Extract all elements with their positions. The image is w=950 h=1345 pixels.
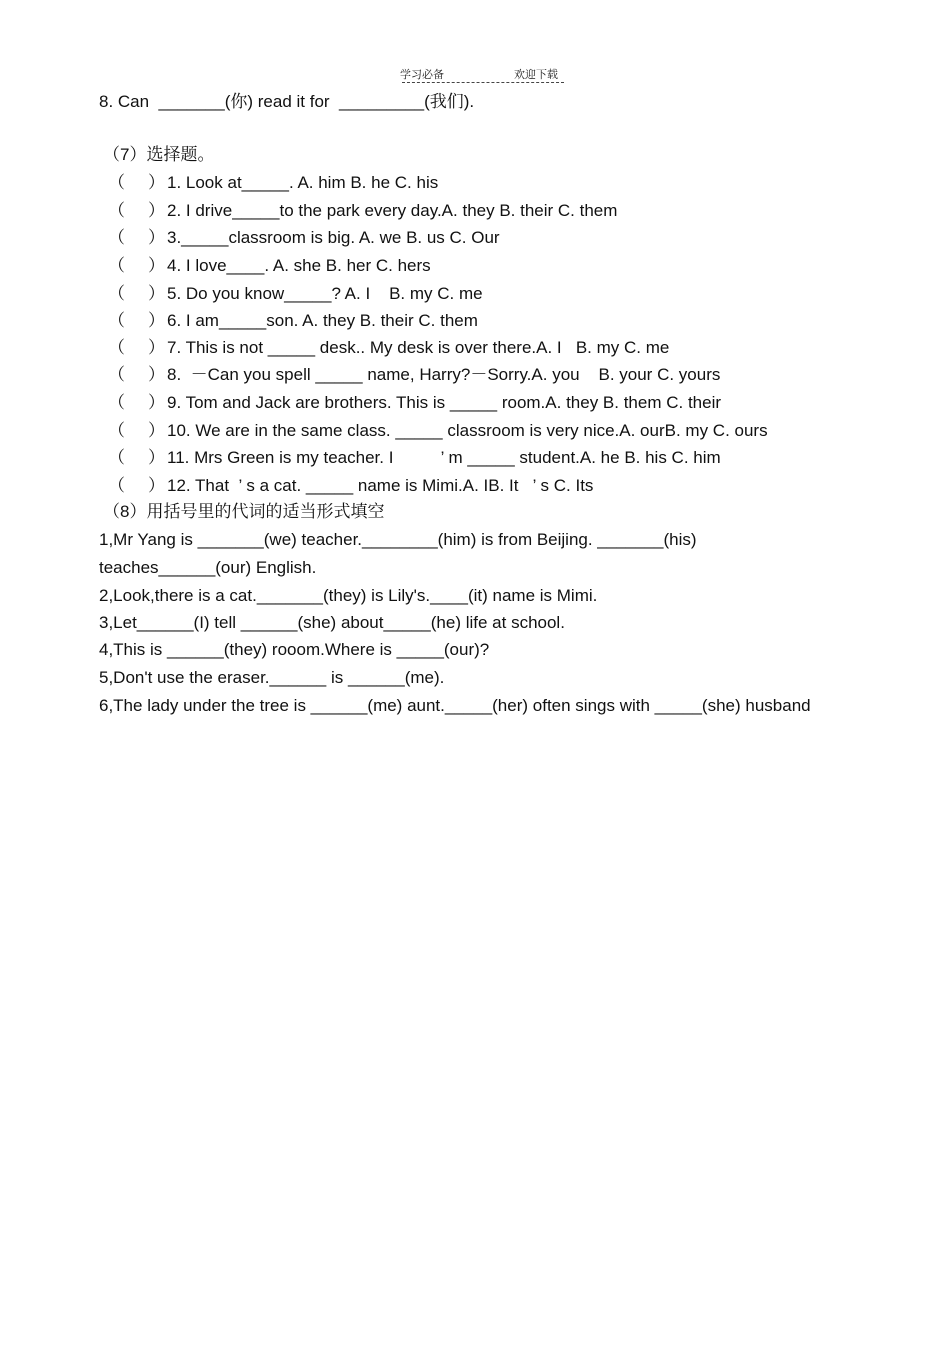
answer-paren-open: （ bbox=[108, 284, 125, 303]
header-dashed-rule bbox=[402, 82, 564, 83]
header-right-text: 欢迎下载 bbox=[514, 69, 558, 81]
fill-in-line: teaches______(our) English. bbox=[99, 558, 317, 577]
header-left-text: 学习必备 bbox=[400, 69, 444, 81]
fill-in-line: 2,Look,there is a cat._______(they) is Lily's.____(it) name is Mimi. bbox=[99, 586, 598, 605]
fill-in-line: 6,The lady under the tree is ______(me) aunt._____(her) often sings with _____(she) husband bbox=[99, 696, 811, 715]
answer-paren-open: （ bbox=[108, 228, 125, 247]
question-text: 12. That ’ s a cat. _____ name is Mimi.A. IB. It ’ s C. Its bbox=[167, 476, 594, 495]
question-text: 3._____classroom is big. A. we B. us C. Our bbox=[167, 228, 500, 247]
answer-paren-open: （ bbox=[108, 256, 125, 275]
answer-paren-open: （ bbox=[108, 338, 125, 357]
answer-paren-open: （ bbox=[108, 201, 125, 220]
answer-paren-close: ） bbox=[148, 173, 165, 192]
answer-paren-open: （ bbox=[108, 173, 125, 192]
answer-paren-close: ） bbox=[148, 448, 165, 467]
answer-paren-close: ） bbox=[148, 284, 165, 303]
question-8-fill-line: 8. Can _______(你) read it for _________(我们). bbox=[99, 92, 475, 111]
answer-paren-close: ） bbox=[148, 365, 165, 384]
answer-paren-close: ） bbox=[148, 256, 165, 275]
question-text: 9. Tom and Jack are brothers. This is _____ room.A. they B. them C. their bbox=[167, 393, 722, 412]
answer-paren-close: ） bbox=[148, 421, 165, 440]
question-text: 6. I am_____son. A. they B. their C. them bbox=[167, 311, 478, 330]
answer-paren-open: （ bbox=[108, 421, 125, 440]
question-text: 4. I love____. A. she B. her C. hers bbox=[167, 256, 431, 275]
fill-in-line: 3,Let______(I) tell ______(she) about_____(he) life at school. bbox=[99, 613, 565, 632]
answer-paren-close: ） bbox=[148, 228, 165, 247]
question-text: 10. We are in the same class. _____ classroom is very nice.A. ourB. my C. ours bbox=[167, 421, 768, 440]
fill-in-line: 4,This is ______(they) rooom.Where is _____(our)? bbox=[99, 640, 490, 659]
question-text: 1. Look at_____. A. him B. he C. his bbox=[167, 173, 439, 192]
answer-paren-close: ） bbox=[148, 393, 165, 412]
answer-paren-open: （ bbox=[108, 476, 125, 495]
question-text: 2. I drive_____to the park every day.A. they B. their C. them bbox=[167, 201, 618, 220]
section-8-title: （8）用括号里的代词的适当形式填空 bbox=[103, 502, 385, 521]
answer-paren-open: （ bbox=[108, 393, 125, 412]
answer-paren-close: ） bbox=[148, 476, 165, 495]
answer-paren-open: （ bbox=[108, 365, 125, 384]
answer-paren-close: ） bbox=[148, 311, 165, 330]
fill-in-line: 5,Don't use the eraser.______ is ______(me). bbox=[99, 668, 445, 687]
question-text: 8. －Can you spell _____ name, Harry?－Sorry.A. you B. your C. yours bbox=[167, 365, 721, 384]
section-7-title: （7）选择题。 bbox=[103, 145, 215, 164]
page-header bbox=[400, 66, 564, 84]
question-text: 11. Mrs Green is my teacher. I ’ m _____ student.A. he B. his C. him bbox=[167, 448, 721, 467]
answer-paren-open: （ bbox=[108, 311, 125, 330]
answer-paren-close: ） bbox=[148, 338, 165, 357]
answer-paren-open: （ bbox=[108, 448, 125, 467]
question-text: 5. Do you know_____? A. I B. my C. me bbox=[167, 284, 483, 303]
answer-paren-close: ） bbox=[148, 201, 165, 220]
question-text: 7. This is not _____ desk.. My desk is over there.A. I B. my C. me bbox=[167, 338, 670, 357]
fill-in-line: 1,Mr Yang is _______(we) teacher.________(him) is from Beijing. _______(his) bbox=[99, 530, 697, 549]
